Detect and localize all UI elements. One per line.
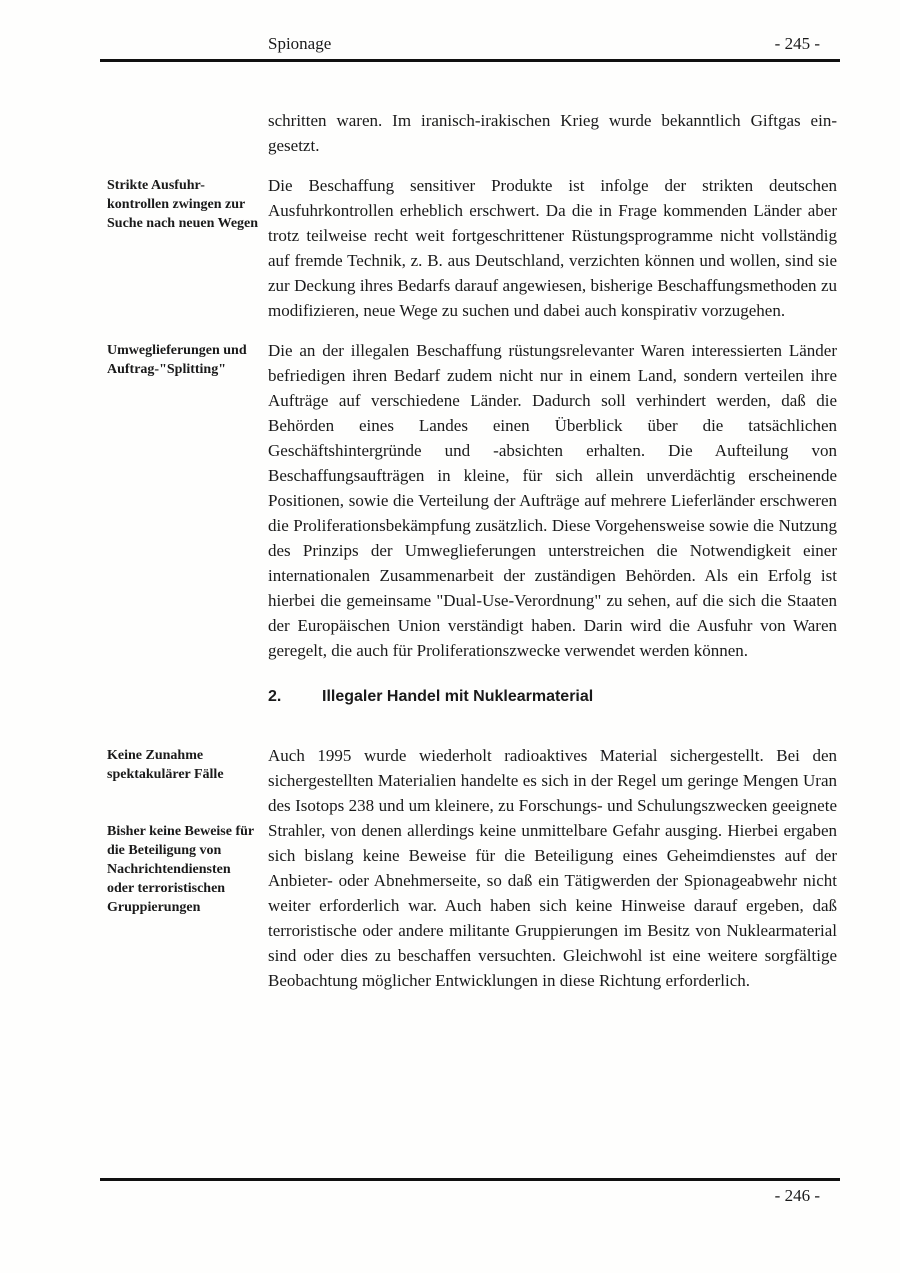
paragraph-text: schritten waren. Im iranisch-irakischen Krieg wurde bekanntlich Giftgas eingesetzt. (268, 111, 837, 155)
body-column (268, 338, 837, 663)
margin-note-column (107, 173, 268, 323)
margin-note: Bisher keine Beweise für die Beteiligung von Nachrichtendiensten oder terroristischen Gruppierungen (107, 824, 254, 915)
margin-note-column (107, 108, 268, 158)
paragraph-row (107, 173, 837, 323)
section-number: 2. (268, 688, 282, 705)
body-column (268, 173, 837, 323)
page-header (100, 34, 840, 56)
footer-rule (100, 1178, 840, 1181)
margin-note: Keine Zunahme spektakulärer Fälle (107, 748, 224, 782)
paragraph-text: Die Beschaffung sensitiver Produkte ist infolge der strikten deutschen Ausfuhrkontrollen erheblich erschwert. Da die in Frage kommenden Länder aber trotz teilweise recht weit fortgeschrittener Rüstungsprogramme nicht vollständig auf fremde Technik, z. B. aus Deutschland, verzichten können und wollen, sind sie zur Deckung ihres Bedarfs darauf angewiesen, bisherige Beschaffungsmethoden zu modifizieren, neue Wege zu suchen und dabei auch konspirativ vorzugehen. (268, 176, 837, 320)
paragraph-row (107, 743, 837, 993)
page-content (107, 108, 837, 1008)
margin-note: Strikte Ausfuhr-kontrollen zwingen zur Suche nach neuen Wegen (107, 178, 259, 231)
body-column (268, 743, 837, 993)
margin-note-column (107, 338, 268, 663)
section-title: Illegaler Handel mit Nuklearmaterial (322, 688, 594, 705)
section-heading-row (107, 687, 837, 707)
margin-note: Umweglieferungen und Auftrag-"Splitting" (107, 343, 247, 377)
paragraph-row (107, 338, 837, 663)
body-column (268, 108, 837, 158)
margin-note-column (107, 687, 268, 707)
paragraph-row (107, 108, 837, 158)
footer-page-number: - 246 - (774, 1186, 820, 1205)
paragraph-text: Die an der illegalen Beschaffung rüstungsrelevanter Waren interessierten Länder befriedigen ihren Bedarf zudem nicht nur in einem Land, sondern verteilen ihre Aufträge auf verschiedene Länder. Dadurch soll verhindert werden, daß die Behörden eines Landes einen Überblick über die tatsächlichen Geschäftshintergründe und -absichten erhalten. Die Aufteilung von Beschaffungsaufträgen in kleine, für sich allein unverdächtig erscheinende Positionen, sowie die Verteilung der Aufträge auf mehrere Lieferländer erschweren die Proliferationsbekämpfung zusätzlich. Diese Vorgehensweise sowie die Nutzung des Prinzips der Umweglieferungen unterstreichen die Notwendigkeit einer internationalen Zusammenarbeit der zuständigen Behörden. Als ein Erfolg ist hierbei die gemeinsame "Dual-Use-Verordnung" zu sehen, auf die sich die Staaten der Europäischen Union verständigt haben. Darin wird die Ausfuhr von Waren geregelt, die auch für Proliferationszwecke verwendet werden können. (268, 341, 837, 660)
running-title: Spionage (268, 34, 332, 53)
section-heading (268, 687, 837, 707)
header-page-number: - 245 - (774, 34, 820, 53)
paragraph-text: Auch 1995 wurde wiederholt radioaktives Material sichergestellt. Bei den sichergestellten Materialien handelte es sich in der Regel um geringe Mengen Uran des Isotops 238 und um kleinere, zu Forschungs- und Schulungszwecken geeignete Strahler, von denen allerdings keine unmittelbare Gefahr ausging. Hierbei ergaben sich bislang keine Beweise für die Beteiligung eines Geheimdienstes auf der Anbieter- oder Abnehmerseite, so daß ein Tätigwerden der Spionageabwehr nicht weiter erforderlich war. Auch haben sich keine Hinweise darauf ergeben, daß terroristische oder andere militante Gruppierungen im Besitz von Nuklearmaterial sind oder dies zu beschaffen versuchten. Gleichwohl ist eine weitere sorgfältige Beobachtung möglicher Entwicklungen in diese Richtung erforderlich. (268, 746, 837, 990)
margin-note-column (107, 743, 268, 993)
header-rule (100, 59, 840, 62)
